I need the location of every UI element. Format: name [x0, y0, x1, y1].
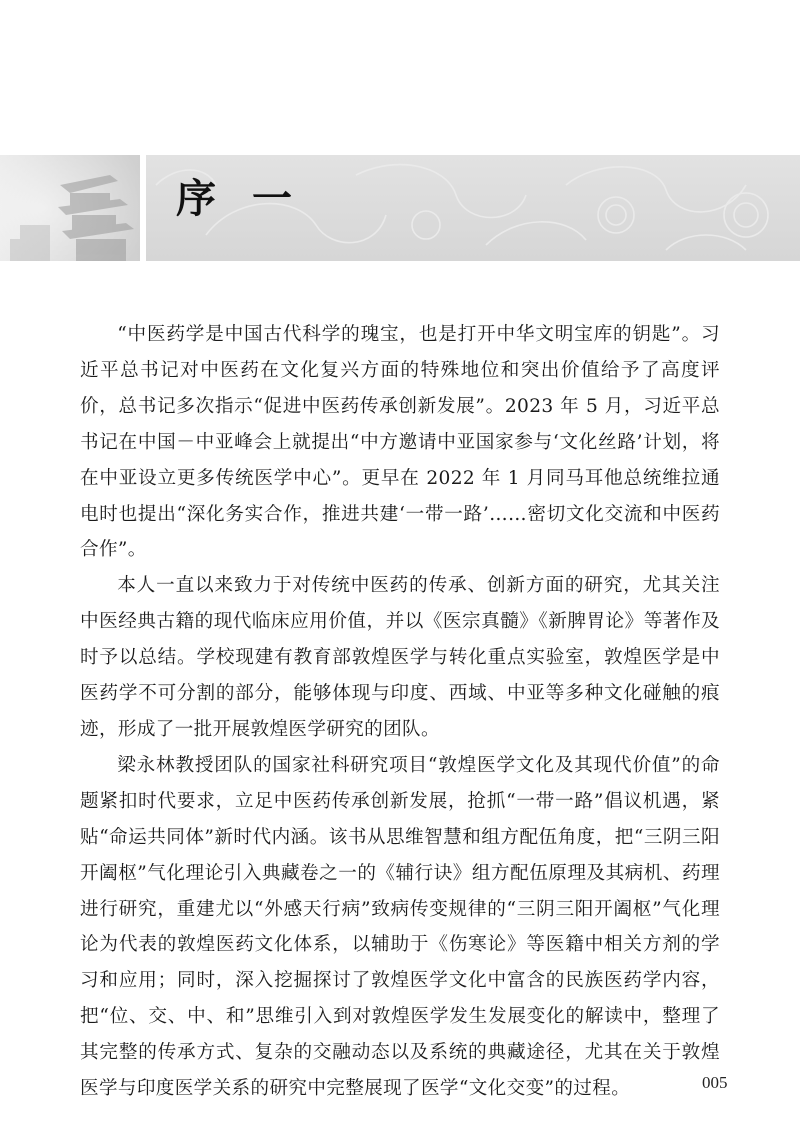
paragraph-3: 梁永林教授团队的国家社科研究项目“敦煌医学文化及其现代价值”的命题紧扣时代要求，立足中医药传承创新发展，抢抓“一带一路”倡议机遇，紧贴“命运共同体”新时代内涵。该书从思维智慧和组方配伍角度，把“三阴三阳开阖枢”气化理论引入典藏卷之一的《辅行诀》组方配伍原理及其病机、药理进行研究，重建尤以“外感天行病”致病传变规律的“三阴三阳开阖枢”气化理论为代表的敦煌医药文化体系，以辅助于《伤寒论》等医籍中相关方剂的学习和应用；同时，深入挖掘探讨了敦煌医学文化中富含的民族医药学内容，把“位、交、中、和”思维引入到对敦煌医学发生发展变化的解读中，整理了其完整的传承方式、复杂的交融动态以及系统的典藏途径，尤其在关于敦煌医学与印度医学关系的研究中完整展现了医学“文化交变”的过程。 [80, 754, 720, 1100]
pagoda-photo-icon [0, 155, 140, 261]
banner-decorative-image [0, 155, 140, 261]
page-number: 005 [702, 1073, 728, 1092]
paragraph-1: “中医药学是中国古代科学的瑰宝，也是打开中华文明宝库的钥匙”。习近平总书记对中医药在文化复兴方面的特殊地位和突出价值给予了高度评价，总书记多次指示“促进中医药传承创新发展”。2023 年 5 月，习近平总书记在中国－中亚峰会上就提出“中方邀请中亚国家参与‘文化丝路’计划，将在中亚设立更多传统医学中心”。更早在 2022 年 1 月同马耳他总统维拉通电时也提出“深化务实合作，推进共建‘一带一路’……密切文化交流和中医药合作”。 [80, 324, 720, 561]
preface-body [80, 317, 720, 1107]
chapter-banner [0, 155, 800, 261]
chapter-title: 序一 [176, 176, 328, 222]
paragraph-2: 本人一直以来致力于对传统中医药的传承、创新方面的研究，尤其关注中医经典古籍的现代临床应用价值，并以《医宗真髓》《新脾胃论》等著作及时予以总结。学校现建有教育部敦煌医学与转化重点实验室，敦煌医学是中医药学不可分割的部分，能够体现与印度、西域、中亚等多种文化碰触的痕迹，形成了一批开展敦煌医学研究的团队。 [80, 575, 720, 740]
